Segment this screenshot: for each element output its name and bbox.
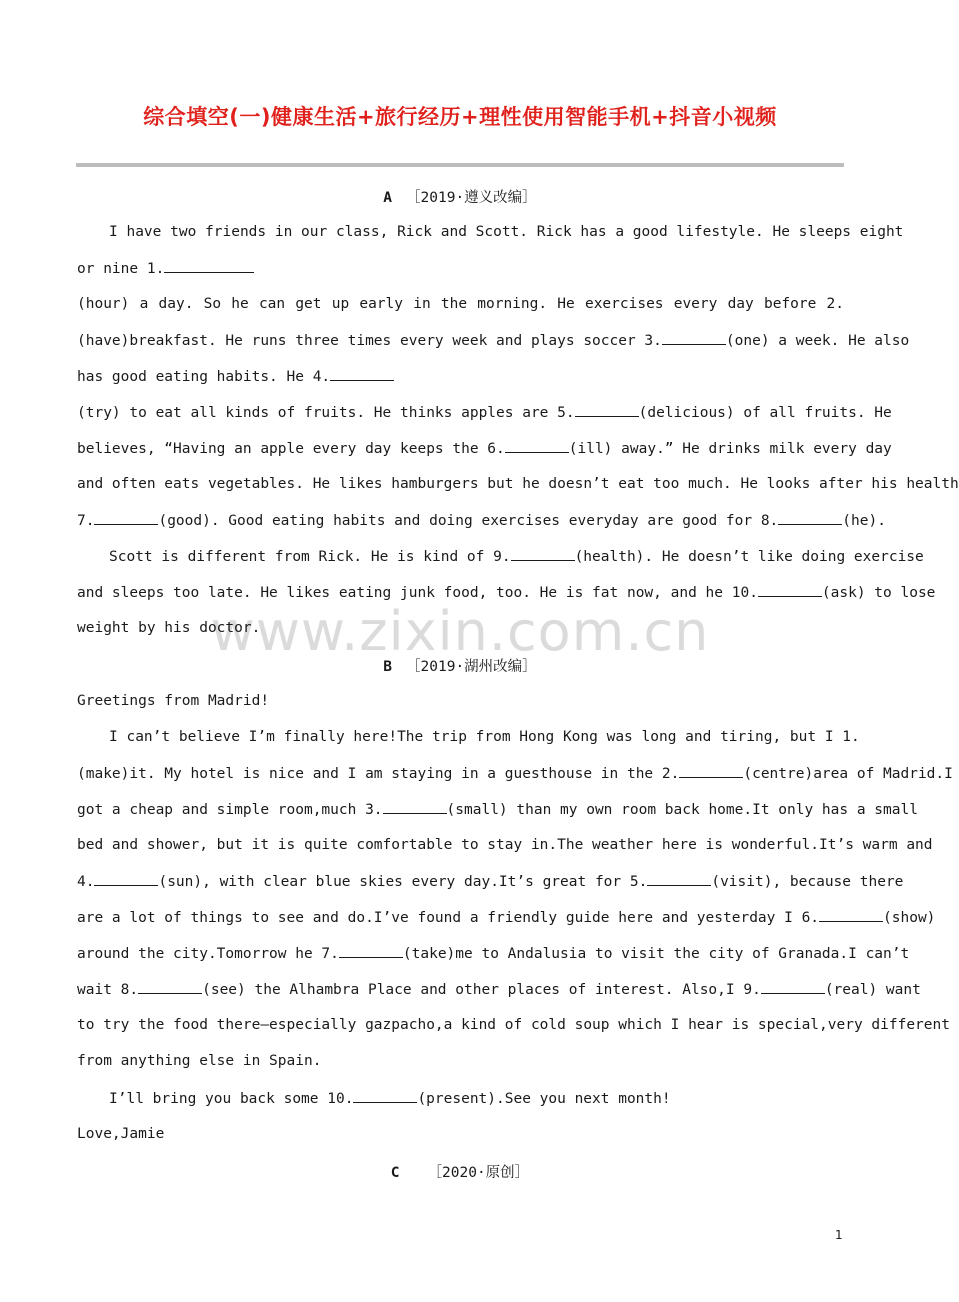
blank-b3[interactable]: [383, 799, 447, 814]
section-b-heading: [0, 655, 920, 676]
blank-a8[interactable]: [778, 510, 842, 525]
a-line-1: I have two friends in our class, Rick and Scott. Rick has a good lifestyle. He sleeps eight: [109, 224, 904, 240]
blank-b8[interactable]: [138, 979, 202, 994]
blank-b10[interactable]: [353, 1088, 417, 1103]
b-line-8: wait 8. (see) the Alhambra Place and other places of interest. Also,I 9. (real) want: [77, 979, 844, 1000]
b-line-11: I’ll bring you back some 10. (present).See you next month!: [77, 1088, 844, 1109]
blank-a10[interactable]: [758, 582, 822, 597]
a-line-3: (hour) a day. So he can get up early in the morning. He exercises every day before 2.: [77, 296, 844, 312]
a-line-12: weight by his doctor.: [77, 620, 261, 636]
section-b-letter: B: [383, 659, 393, 675]
blank-a9[interactable]: [511, 546, 575, 561]
a-line-4: (have)breakfast. He runs three times every week and plays soccer 3. (one) a week. He also: [77, 330, 844, 351]
b-greeting: Greetings from Madrid!: [77, 693, 270, 709]
blank-b2[interactable]: [679, 763, 743, 778]
page-title: 综合填空(一)健康生活+旅行经历+理性使用智能手机+抖音小视频: [143, 105, 777, 129]
blank-a5[interactable]: [575, 402, 639, 417]
page-number: 1: [835, 1228, 843, 1242]
blank-a4[interactable]: [330, 366, 394, 381]
a-line-11: and sleeps too late. He likes eating junk food, too. He is fat now, and he 10. (ask) to lose: [77, 582, 844, 603]
b-line-9: to try the food there—especially gazpacho,a kind of cold soup which I hear is special,very different: [77, 1017, 950, 1033]
b-line-10: from anything else in Spain.: [77, 1053, 322, 1069]
watermark: www.zixin.com.cn: [210, 600, 710, 663]
a-line-6: (try) to eat all kinds of fruits. He thinks apples are 5. (delicious) of all fruits. He: [77, 402, 844, 423]
section-a-heading: [0, 186, 920, 207]
blank-b4[interactable]: [94, 871, 158, 886]
b-line-2: (make)it. My hotel is nice and I am staying in a guesthouse in the 2. (centre)area of Madrid.I: [77, 763, 844, 784]
blank-b6[interactable]: [819, 907, 883, 922]
a-line-10: Scott is different from Rick. He is kind of 9. (health). He doesn’t like doing exercise: [77, 546, 844, 567]
a-line-8: and often eats vegetables. He likes hamburgers but he doesn’t eat too much. He looks after his health: [77, 476, 959, 492]
a-line-5: has good eating habits. He 4.: [77, 366, 844, 387]
section-c-letter: C: [390, 1165, 400, 1181]
a-line-7: believes, “Having an apple every day keeps the 6. (ill) away.” He drinks milk every day: [77, 438, 844, 459]
b-line-5: 4. (sun), with clear blue skies every day.It’s great for 5. (visit), because there: [77, 871, 844, 892]
blank-a6[interactable]: [505, 438, 569, 453]
blank-a1[interactable]: [164, 258, 254, 273]
b-line-4: bed and shower, but it is quite comfortable to stay in.The weather here is wonderful.It’s warm and: [77, 837, 933, 853]
section-c-source: ［2020·原创］: [427, 1165, 530, 1181]
blank-b9[interactable]: [761, 979, 825, 994]
blank-a3[interactable]: [662, 330, 726, 345]
b-line-6: are a lot of things to see and do.I’ve found a friendly guide here and yesterday I 6. (show): [77, 907, 844, 928]
blank-b7[interactable]: [339, 943, 403, 958]
section-b-source: ［2019·湖州改编］: [406, 659, 537, 675]
section-c-heading: [0, 1161, 920, 1182]
b-signoff: Love,Jamie: [77, 1126, 165, 1142]
b-line-1: I can’t believe I’m finally here!The trip from Hong Kong was long and tiring, but I 1.: [109, 729, 860, 745]
section-a-letter: A: [383, 190, 393, 206]
blank-a7[interactable]: [94, 510, 158, 525]
a-line-2: or nine 1.: [77, 258, 844, 279]
b-line-7: around the city.Tomorrow he 7. (take)me to Andalusia to visit the city of Granada.I can’t: [77, 943, 844, 964]
b-line-3: got a cheap and simple room,much 3. (small) than my own room back home.It only has a small: [77, 799, 844, 820]
blank-b5[interactable]: [647, 871, 711, 886]
a-line-9: 7. (good). Good eating habits and doing exercises everyday are good for 8. (he).: [77, 510, 844, 531]
section-a-source: ［2019·遵义改编］: [406, 190, 537, 206]
title-divider: [76, 163, 844, 167]
